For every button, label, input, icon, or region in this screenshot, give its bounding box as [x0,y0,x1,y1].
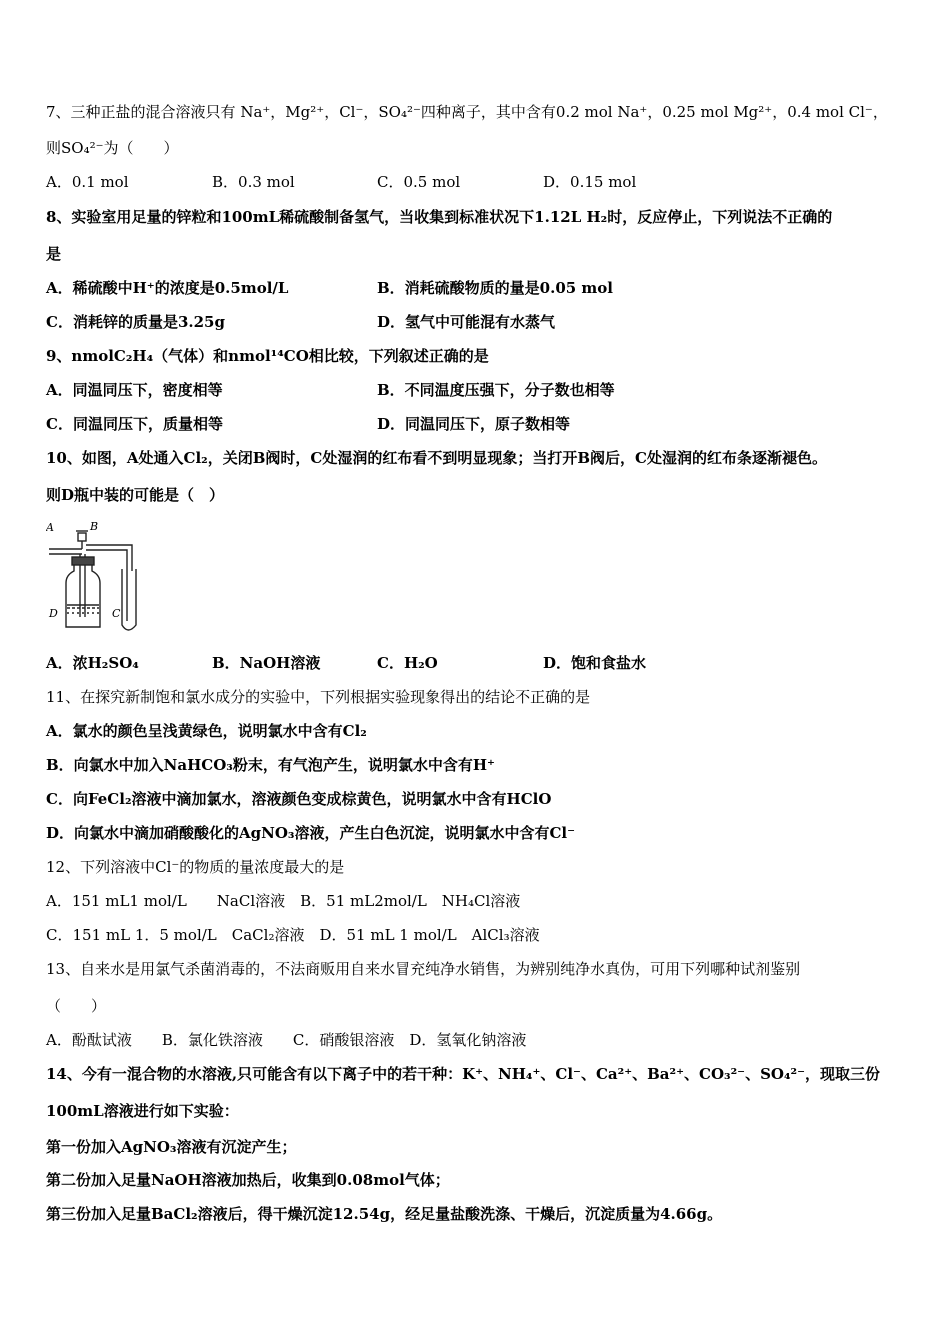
q8-stem-line1: 8、实验室用足量的锌粒和100mL稀硫酸制备氢气，当收集到标准状况下1.12L H₂时，反应停止，下列说法不正确的 [46,208,833,226]
q12-stem: 12、下列溶液中Cl⁻的物质的量浓度最大的是 [46,858,345,876]
q9-option-d: D．同温同压下，原子数相等 [377,415,571,433]
q13-stem-line2: （ ） [46,997,107,1015]
q14-step1: 第一份加入AgNO₃溶液有沉淀产生； [46,1138,297,1156]
q12-options-line2: C．151 mL 1．5 mol/L CaCl₂溶液 D．51 mL 1 mol/L AlCl₃溶液 [46,926,540,944]
q9-option-b: B．不同温度压强下，分子数也相等 [377,381,615,399]
q8-option-c: C．消耗锌的质量是3.25g [46,313,225,331]
q7-option-d: D．0.15 mol [543,173,637,191]
q9-option-a: A．同温同压下，密度相等 [46,381,223,399]
q11-option-b: B．向氯水中加入NaHCO₃粉末，有气泡产生，说明氯水中含有H⁺ [46,756,495,774]
q8-option-b: B．消耗硫酸物质的量是0.05 mol [377,279,614,297]
q12-options-line1: A．151 mL1 mol/L NaCl溶液 B．51 mL2mol/L NH₄Cl溶液 [46,892,521,910]
fig-label-b: B [90,521,99,533]
q14-step3: 第三份加入足量BaCl₂溶液后，得干燥沉淀12.54g，经足量盐酸洗涤、干燥后，沉淀质量为4.66g。 [46,1205,723,1223]
q13-options: A．酚酞试液 B．氯化铁溶液 C．硝酸银溶液 D．氢氧化钠溶液 [46,1031,527,1049]
q9-stem: 9、nmolC₂H₄（气体）和nmol¹⁴CO相比较，下列叙述正确的是 [46,347,489,365]
q7-stem-line1: 7、三种正盐的混合溶液只有 Na⁺，Mg²⁺，Cl⁻，SO₄²⁻四种离子，其中含有0.2 mol Na⁺，0.25 mol Mg²⁺，0.4 mol Cl⁻， [46,103,888,121]
q8-option-a: A．稀硫酸中H⁺的浓度是0.5mol/L [46,279,289,297]
q7-stem-line2: 则SO₄²⁻为（ ） [46,139,179,157]
gas-apparatus-figure [46,521,146,637]
fig-label-c: C [112,607,121,620]
q10-option-b: B．NaOH溶液 [212,654,321,672]
q14-stem-line2: 100mL溶液进行如下实验： [46,1102,239,1120]
q10-option-c: C．H₂O [377,654,438,672]
q14-step2: 第二份加入足量NaOH溶液加热后，收集到0.08mol气体； [46,1171,450,1189]
fig-label-a: A [46,521,54,534]
q10-option-a: A．浓H₂SO₄ [46,654,139,672]
q11-option-c: C．向FeCl₂溶液中滴加氯水，溶液颜色变成棕黄色，说明氯水中含有HClO [46,790,552,808]
q8-option-d: D．氢气中可能混有水蒸气 [377,313,556,331]
q10-option-d: D．饱和食盐水 [543,654,647,672]
q10-stem-line2: 则D瓶中装的可能是（ ） [46,486,225,504]
fig-label-d: D [49,607,58,620]
q11-stem: 11、在探究新制饱和氯水成分的实验中，下列根据实验现象得出的结论不正确的是 [46,688,591,706]
q10-stem-line1: 10、如图，A处通入Cl₂，关闭B阀时，C处湿润的红布看不到明显现象；当打开B阀后，C处湿润的红布条逐渐褪色。 [46,449,827,467]
q9-option-c: C．同温同压下，质量相等 [46,415,223,433]
q14-stem-line1: 14、今有一混合物的水溶液,只可能含有以下离子中的若干种：K⁺、NH₄⁺、Cl⁻、Ca²⁺、Ba²⁺、CO₃²⁻、SO₄²⁻，现取三份 [46,1065,881,1083]
q13-stem-line1: 13、自来水是用氯气杀菌消毒的，不法商贩用自来水冒充纯净水销售，为辨别纯净水真伪，可用下列哪种试剂鉴别 [46,960,801,978]
q7-option-a: A．0.1 mol [46,173,129,191]
q7-option-c: C．0.5 mol [377,173,461,191]
q11-option-d: D．向氯水中滴加硝酸酸化的AgNO₃溶液，产生白色沉淀，说明氯水中含有Cl⁻ [46,824,576,842]
q11-option-a: A．氯水的颜色呈浅黄绿色，说明氯水中含有Cl₂ [46,722,367,740]
q8-stem-line2: 是 [46,245,62,263]
q7-option-b: B．0.3 mol [212,173,295,191]
